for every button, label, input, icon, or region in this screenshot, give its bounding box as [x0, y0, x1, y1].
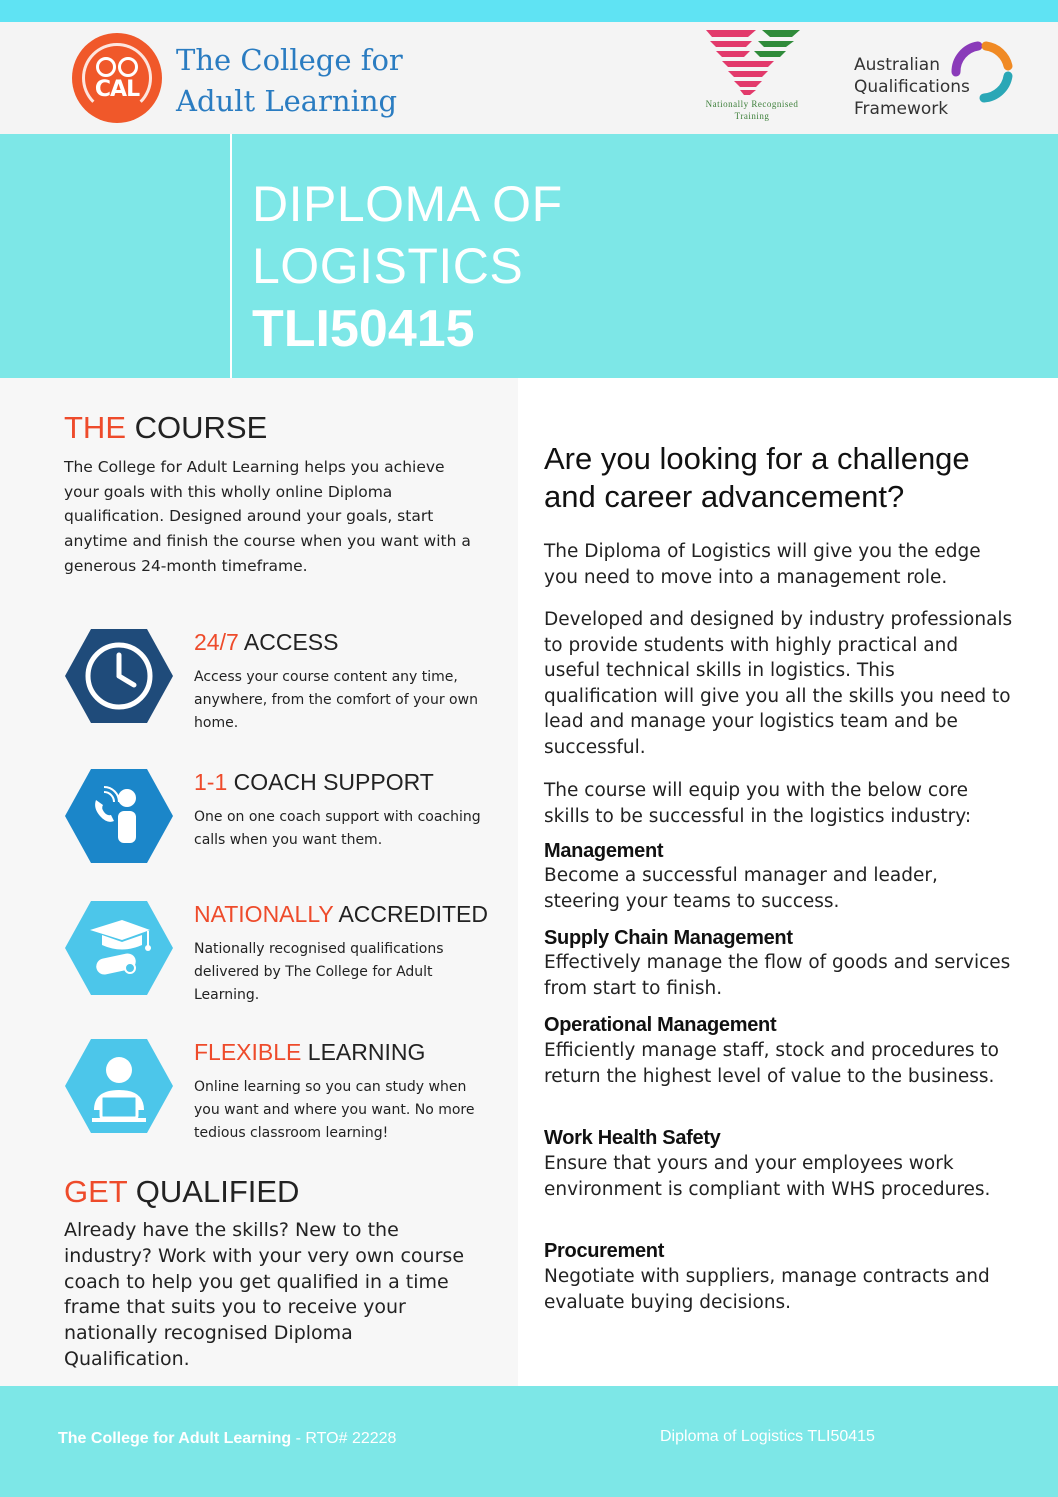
core-skills-paragraph: The course will equip you with the below core skills to be successful in the logistics industry:: [544, 780, 972, 827]
brand-name: [176, 40, 476, 122]
aqf-line2: Qualifications: [854, 77, 970, 97]
feature-coach-text: One on one coach support with coaching calls when you want them.: [194, 809, 481, 849]
feature-accredited-title: [194, 900, 488, 928]
feature-access-title: [194, 628, 338, 656]
page-title-line2: LOGISTICS: [252, 238, 524, 294]
course-description: The College for Adult Learning helps you achieve your goals with this wholly online Diploma qualification. Designed around your goals, start anytime and finish the course when you want with a generous 24-month timeframe.: [64, 458, 471, 575]
footer-organisation: [58, 1430, 396, 1448]
top-color-strip: [0, 0, 1058, 22]
qualified-heading: [64, 1174, 299, 1210]
skill-title: Procurement: [544, 1240, 665, 1262]
brand-name-line2: Adult Learning: [176, 84, 398, 118]
course-code: TLI50415: [252, 300, 475, 358]
coach-phone-icon: [64, 768, 174, 864]
feature-access-title-accent: 24/7: [194, 629, 239, 655]
feature-access-text: Access your course content any time, anywhere, from the comfort of your own home.: [194, 669, 478, 732]
feature-accredited-text: Nationally recognised qualifications delivered by The College for Adult Learning.: [194, 941, 444, 1004]
skill-text: Effectively manage the flow of goods and services from start to finish.: [544, 952, 1011, 999]
footer-document-name: Diploma of Logistics TLI50415: [660, 1428, 875, 1445]
page-title-line1: DIPLOMA OF: [252, 176, 563, 232]
owl-eye-left-icon: [96, 57, 116, 77]
cal-owl-logo: [72, 33, 162, 123]
developed-paragraph: Developed and designed by industry professionals to provide students with highly practical and useful technical skills in logistics. This qualification will give you all the skills you need to lead and manage your logistics team and be successful.: [544, 609, 1013, 758]
skill-text: Negotiate with suppliers, manage contracts and evaluate buying decisions.: [544, 1266, 990, 1313]
aqf-line1: Australian: [854, 55, 940, 75]
feature-coach-title: [194, 768, 434, 796]
footer-rto: - RTO# 22228: [291, 1430, 397, 1447]
skill-title: Supply Chain Management: [544, 927, 793, 949]
page-title: [252, 173, 852, 297]
aqf-logo-mark-icon: [950, 38, 1016, 104]
owl-eye-right-icon: [118, 57, 138, 77]
feature-accredited-title-rest: ACCREDITED: [333, 901, 488, 927]
feature-flexible-title-accent: FLEXIBLE: [194, 1039, 302, 1065]
right-heading: Are you looking for a challenge and career advancement?: [544, 441, 970, 514]
cal-logo-text: CAL: [94, 77, 140, 102]
footer-org-name: The College for Adult Learning: [58, 1430, 292, 1447]
feature-accredited-title-accent: NATIONALLY: [194, 901, 334, 927]
skill-title: Work Health Safety: [544, 1127, 721, 1149]
nrt-caption-line1: Nationally Recognised: [705, 99, 799, 109]
brand-name-line1: The College for: [176, 43, 403, 77]
nrt-caption: [682, 98, 822, 122]
hero-divider: [230, 134, 232, 378]
feature-access-title-rest: ACCESS: [238, 629, 339, 655]
feature-flexible-title: [194, 1038, 425, 1066]
graduation-icon: [64, 900, 174, 996]
laptop-learner-icon: [64, 1038, 174, 1134]
course-heading: [64, 410, 267, 446]
intro-paragraph: The Diploma of Logistics will give you the edge you need to move into a management role.: [544, 541, 981, 588]
feature-coach-title-rest: COACH SUPPORT: [227, 769, 434, 795]
qualified-heading-accent: GET: [64, 1174, 128, 1209]
skill-text: Efficiently manage staff, stock and procedures to return the highest level of value to the business.: [544, 1040, 999, 1087]
qualified-description: Already have the skills? New to the industry? Work with your very own course coach to help you get qualified in a time frame that suits you to receive your nationally recognised Diploma Qualification.: [64, 1219, 465, 1370]
feature-flexible-text: Online learning so you can study when you want and where you want. No more tedious classroom learning!: [194, 1079, 475, 1142]
course-heading-accent: THE: [64, 410, 126, 445]
course-heading-rest: COURSE: [126, 410, 268, 445]
skill-text: Ensure that yours and your employees work environment is compliant with WHS procedures.: [544, 1153, 991, 1200]
aqf-line3: Framework: [854, 99, 949, 119]
skill-text: Become a successful manager and leader, steering your teams to success.: [544, 865, 938, 912]
feature-flexible-title-rest: LEARNING: [301, 1039, 426, 1065]
feature-coach-title-accent: 1-1: [194, 769, 228, 795]
skill-title: Operational Management: [544, 1014, 777, 1036]
nrt-caption-line2: Training: [734, 111, 770, 121]
clock-icon: [64, 628, 174, 724]
skill-title: Management: [544, 840, 664, 862]
qualified-heading-rest: QUALIFIED: [127, 1174, 300, 1209]
